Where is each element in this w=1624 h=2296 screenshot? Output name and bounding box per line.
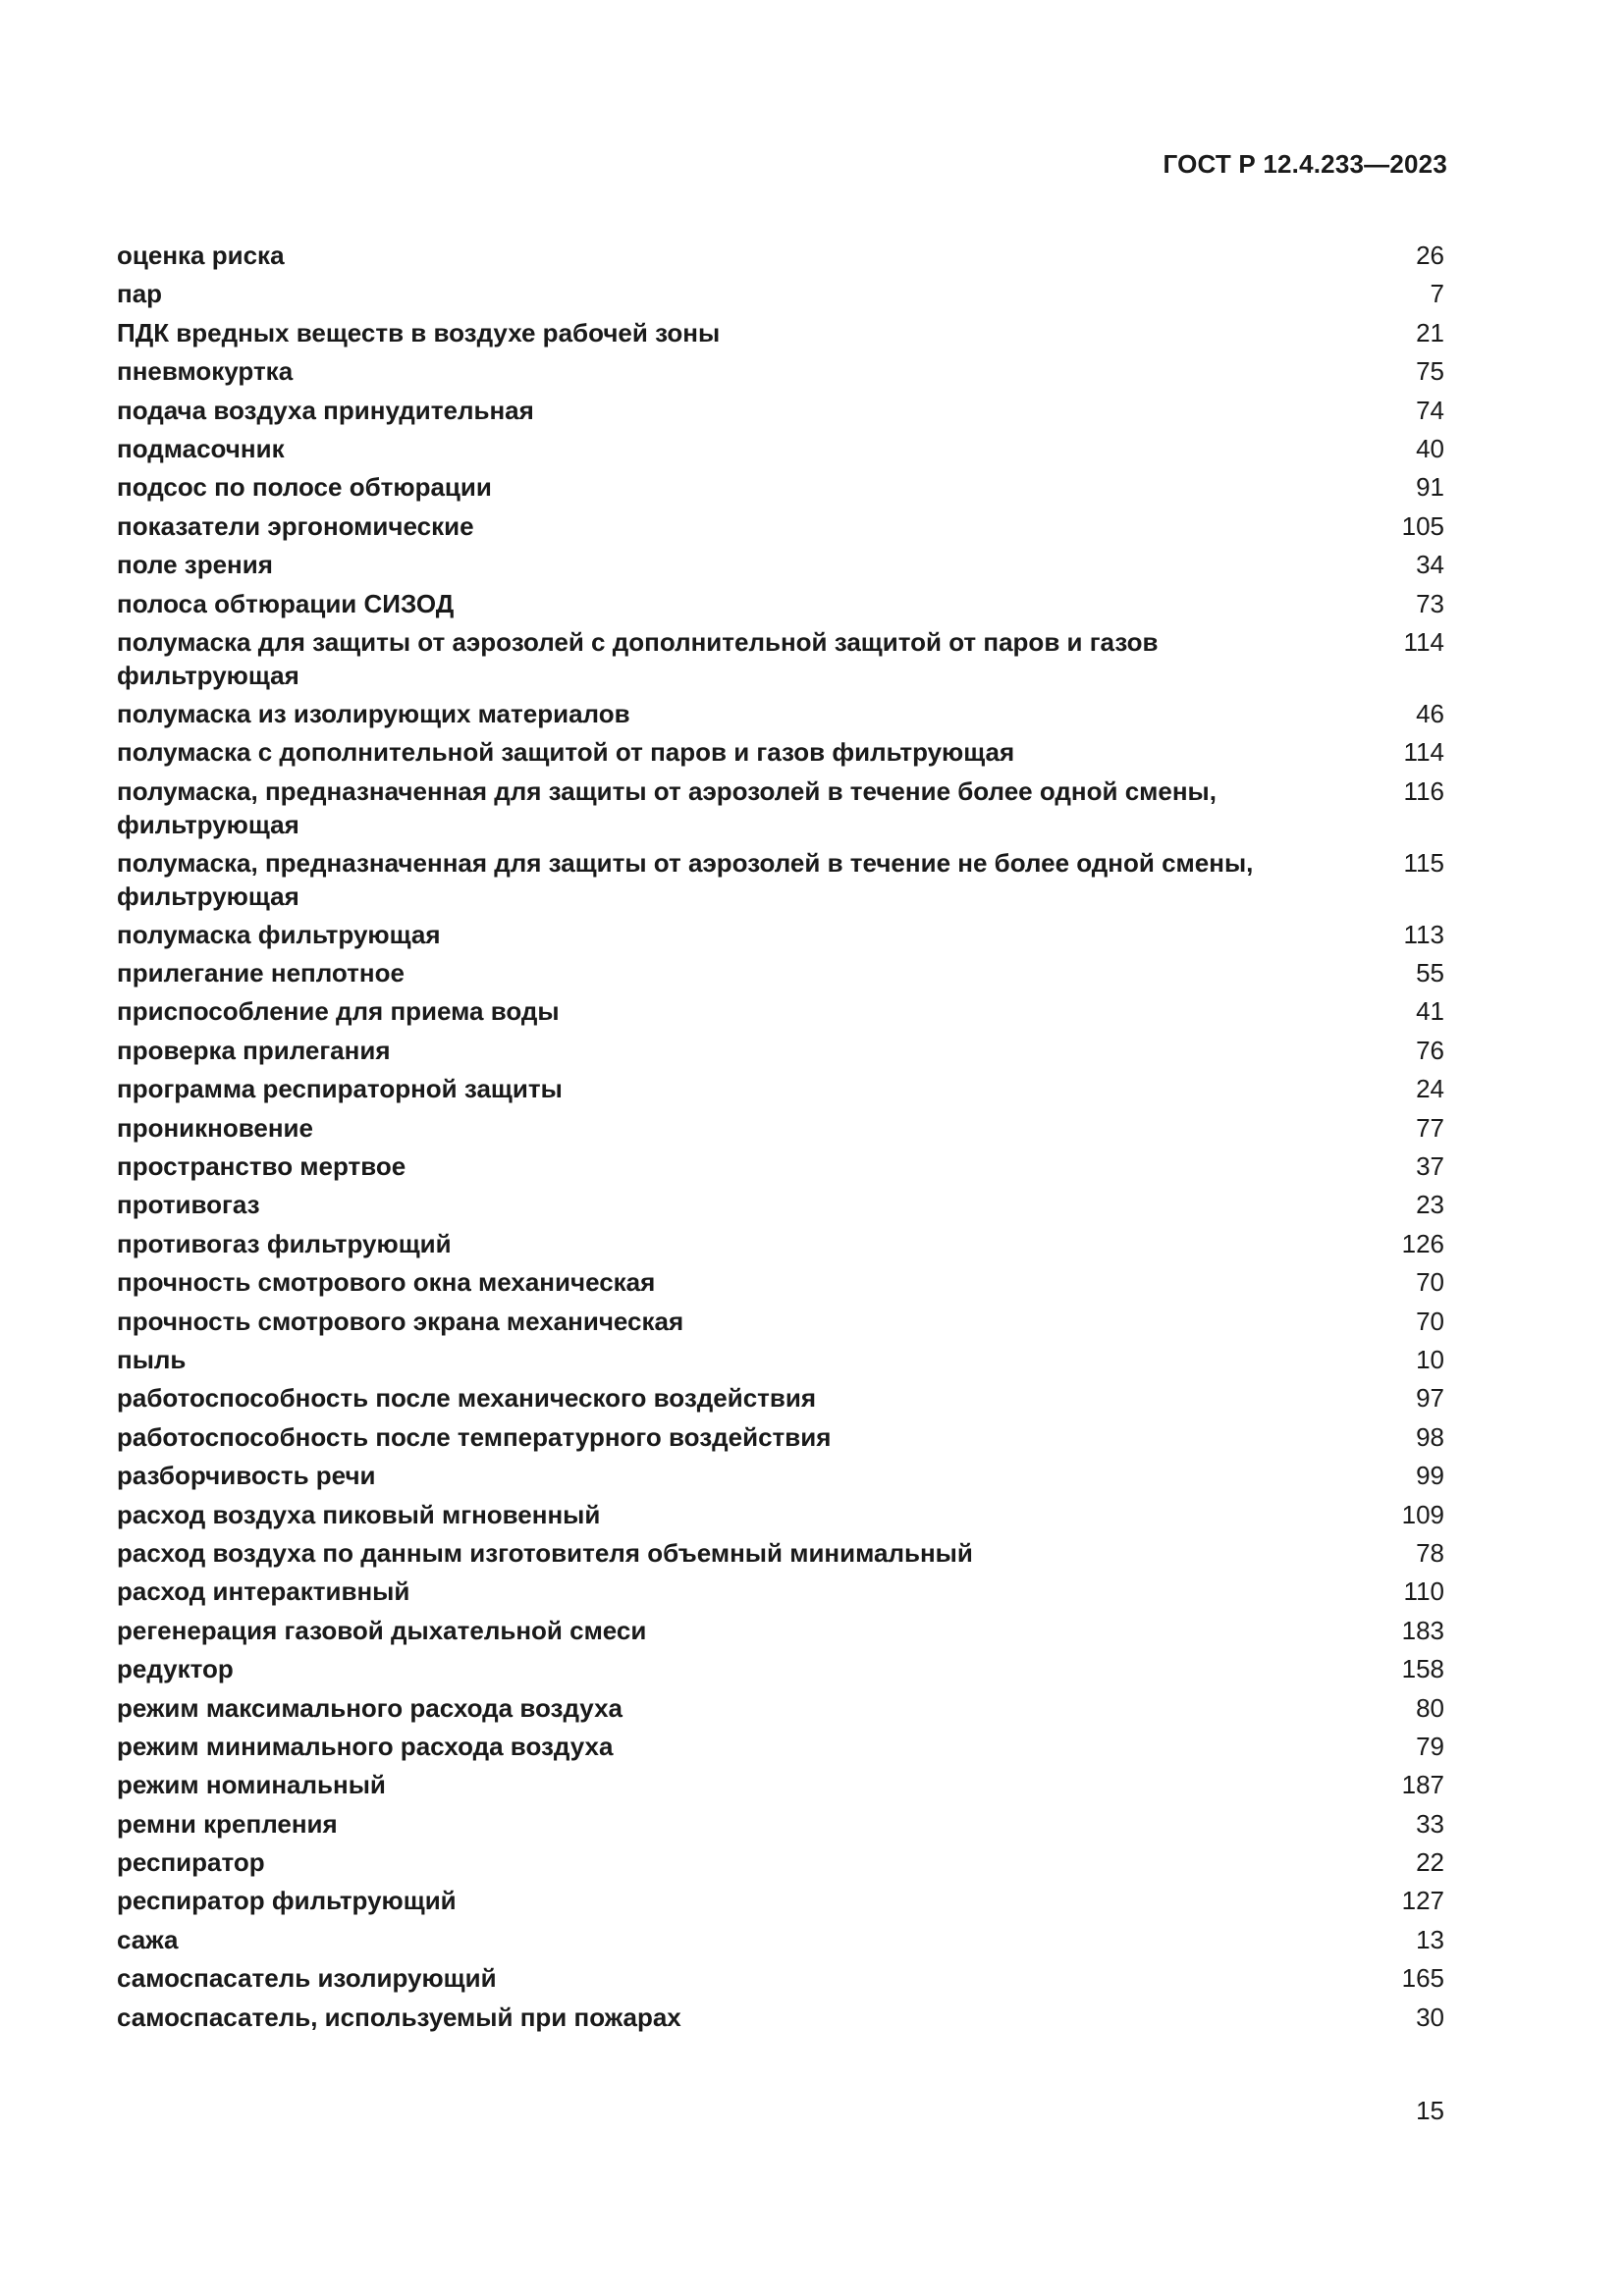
index-entry [117,1881,1444,1919]
index-entry [117,1031,1444,1069]
index-entry [117,1920,1444,1958]
index-term: расход воздуха по данным изготовителя объемный минимальный [117,1537,973,1568]
subject-index-list [117,236,1444,2036]
index-term: прочность смотрового экрана механическая [117,1306,684,1336]
index-page-ref: 7 [1430,279,1444,309]
index-term: проверка прилегания [117,1035,391,1065]
index-term: режим максимального расхода воздуха [117,1692,623,1723]
index-entry [117,622,1444,694]
index-page-ref: 114 [1403,737,1444,768]
index-term: подсос по полосе обтюрации [117,472,492,503]
index-entry [117,1727,1444,1765]
index-page-ref: 33 [1416,1808,1444,1839]
index-page-ref: 21 [1416,317,1444,347]
index-term: режим номинальный [117,1770,386,1800]
index-page-ref: 113 [1403,919,1444,949]
index-page-ref: 22 [1416,1847,1444,1878]
index-term: оценка риска [117,240,285,270]
index-page-ref: 116 [1403,775,1444,806]
index-page-ref: 97 [1416,1383,1444,1414]
index-term: ремни крепления [117,1808,338,1839]
index-term: прилегание неплотное [117,958,405,988]
index-page-ref: 41 [1416,996,1444,1027]
index-term: приспособление для приема воды [117,996,560,1027]
index-entry [117,991,1444,1030]
index-page-ref: 98 [1416,1421,1444,1452]
index-term: полумаска для защиты от аэрозолей с дополнительной защитой от паров и газов фильтрующая [117,626,1159,690]
index-page-ref: 91 [1416,472,1444,503]
index-entry [117,1147,1444,1185]
index-entry [117,584,1444,622]
index-term: полумаска из изолирующих материалов [117,698,630,728]
index-page-ref: 46 [1416,698,1444,728]
index-entry [117,1108,1444,1147]
index-entry [117,1842,1444,1881]
index-page-ref: 13 [1416,1924,1444,1954]
index-term: пыль [117,1344,187,1374]
index-entry [117,467,1444,506]
index-entry [117,1688,1444,1727]
index-entry [117,1262,1444,1301]
index-term: проникновение [117,1112,314,1143]
index-entry [117,694,1444,732]
index-entry [117,1224,1444,1262]
index-entry [117,274,1444,312]
index-page-ref: 183 [1401,1615,1444,1645]
index-term: поле зрения [117,550,273,580]
index-entry [117,1572,1444,1610]
index-term: ПДК вредных веществ в воздухе рабочей зоны [117,317,721,347]
index-page-ref: 74 [1416,395,1444,425]
index-entry [117,1958,1444,1997]
index-entry [117,1611,1444,1649]
index-page-ref: 26 [1416,240,1444,270]
index-entry [117,1378,1444,1416]
index-term: пар [117,279,163,309]
index-entry [117,391,1444,429]
index-entry [117,915,1444,953]
index-page-ref: 55 [1416,958,1444,988]
index-page-ref: 77 [1416,1112,1444,1143]
index-page-ref: 187 [1401,1770,1444,1800]
index-term: самоспасатель, используемый при пожарах [117,2002,681,2032]
index-term: респиратор [117,1847,265,1878]
index-term: сажа [117,1924,179,1954]
index-page-ref: 126 [1401,1228,1444,1258]
index-page-ref: 73 [1416,588,1444,618]
index-term: работоспособность после механического воздействия [117,1383,817,1414]
index-term: регенерация газовой дыхательной смеси [117,1615,647,1645]
index-page-ref: 114 [1403,626,1444,657]
index-entry [117,1804,1444,1842]
index-term: работоспособность после температурного воздействия [117,1421,832,1452]
index-page-ref: 40 [1416,433,1444,463]
index-term: прочность смотрового окна механическая [117,1267,656,1298]
index-entry [117,351,1444,390]
index-term: полумаска с дополнительной защитой от паров и газов фильтрующая [117,737,1015,768]
index-page-ref: 80 [1416,1692,1444,1723]
index-entry [117,545,1444,583]
index-term: полумаска фильтрующая [117,919,441,949]
index-page-ref: 105 [1401,510,1444,541]
index-entry [117,1533,1444,1572]
index-entry [117,1069,1444,1107]
index-page-ref: 127 [1401,1886,1444,1916]
index-entry [117,1765,1444,1803]
index-term: пневмокуртка [117,356,294,387]
index-entry [117,507,1444,545]
index-page-ref: 165 [1401,1963,1444,1994]
index-page-ref: 110 [1403,1576,1444,1607]
index-entry [117,313,1444,351]
index-page-ref: 23 [1416,1190,1444,1220]
index-term: противогаз фильтрующий [117,1228,452,1258]
index-page-ref: 79 [1416,1731,1444,1761]
index-term: режим минимального расхода воздуха [117,1731,614,1761]
index-term: показатели эргономические [117,510,474,541]
index-entry [117,1417,1444,1456]
index-entry [117,1185,1444,1223]
index-term: полумаска, предназначенная для защиты от аэрозолей в течение не более одной смены, фильтрующая [117,847,1254,911]
index-page-ref: 158 [1401,1654,1444,1684]
index-term: полоса обтюрации СИЗОД [117,588,455,618]
index-entry [117,1456,1444,1494]
index-entry [117,1302,1444,1340]
index-page-ref: 37 [1416,1151,1444,1182]
index-entry [117,429,1444,467]
index-term: подмасочник [117,433,285,463]
index-term: полумаска, предназначенная для защиты от аэрозолей в течение более одной смены, фильтрующая [117,775,1217,839]
index-entry [117,1649,1444,1687]
index-term: расход воздуха пиковый мгновенный [117,1499,601,1529]
index-page-ref: 24 [1416,1074,1444,1104]
index-entry [117,1340,1444,1378]
index-page-ref: 115 [1403,847,1444,878]
index-page-ref: 75 [1416,356,1444,387]
index-term: противогаз [117,1190,260,1220]
index-page-ref: 10 [1416,1344,1444,1374]
page-number: 15 [1416,2096,1444,2125]
index-entry [117,843,1444,915]
index-page-ref: 34 [1416,550,1444,580]
index-entry [117,1495,1444,1533]
index-term: программа респираторной защиты [117,1074,563,1104]
index-term: самоспасатель изолирующий [117,1963,497,1994]
index-term: редуктор [117,1654,234,1684]
index-page-ref: 30 [1416,2002,1444,2032]
index-entry [117,1998,1444,2036]
index-page-ref: 70 [1416,1306,1444,1336]
index-page-ref: 70 [1416,1267,1444,1298]
index-entry [117,953,1444,991]
index-entry [117,236,1444,274]
index-entry [117,732,1444,771]
index-page-ref: 109 [1401,1499,1444,1529]
index-term: пространство мертвое [117,1151,406,1182]
index-page-ref: 76 [1416,1035,1444,1065]
index-term: подача воздуха принудительная [117,395,534,425]
index-term: расход интерактивный [117,1576,410,1607]
index-page-ref: 78 [1416,1537,1444,1568]
index-entry [117,772,1444,843]
index-page-ref: 99 [1416,1461,1444,1491]
document-id-header: ГОСТ Р 12.4.233—2023 [1163,149,1447,179]
index-term: респиратор фильтрующий [117,1886,457,1916]
index-term: разборчивость речи [117,1461,376,1491]
